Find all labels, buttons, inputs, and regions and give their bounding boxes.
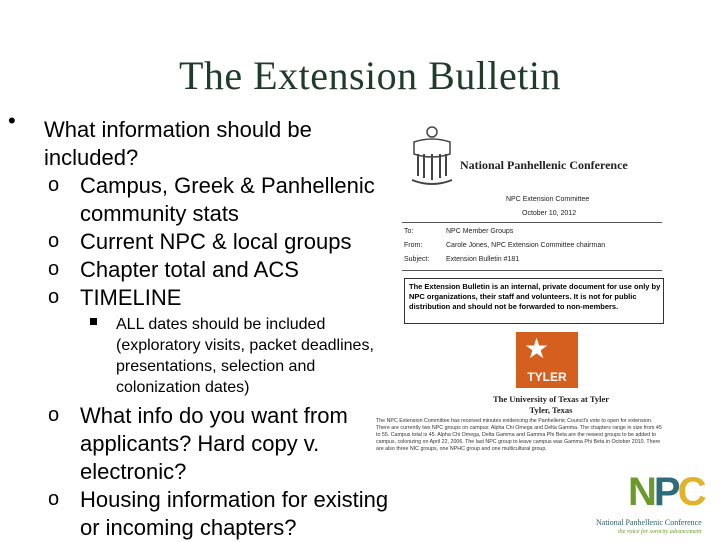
bulletin-committee: NPC Extension Committee	[506, 196, 590, 203]
question-line1: What information should be	[44, 117, 312, 142]
from-value: Carole Jones, NPC Extension Committee chairman	[446, 242, 606, 249]
sub-item-line2: (exploratory visits, packet deadlines,	[116, 337, 374, 354]
item-timeline: TIMELINE	[80, 285, 182, 310]
to-value: NPC Member Groups	[446, 228, 514, 235]
subject-value: Extension Bulletin #181	[446, 256, 520, 263]
circle-bullet: o	[48, 286, 60, 308]
divider	[402, 222, 662, 223]
bulletin-paragraph: The NPC Extension Committee has received minutes evidencing the Panhellenic Council's vote to open for extension. There are currently two NPC groups on campus: Alpha Chi Omega and Delta Gamma. The chapters range in size from 45 to 55. Campus total is 45. Alpha Chi Omega, Delta Gamma and Gamma Phi Beta are the newest groups to be added to campus, colonizing on April 22, 2006. The last NPC group to leave campus was Gamma Phi Beta in October 2010. There are also three NIC groups, one NPHC group and one multicultural group.	[376, 418, 662, 452]
item-housing-line2: or incoming chapters?	[80, 515, 297, 540]
university-name: The University of Texas at Tyler	[492, 394, 610, 404]
npc-letters	[628, 470, 703, 515]
item-applicants-line1: What info do you want from	[80, 403, 348, 428]
npc-letter-n: N	[628, 470, 654, 514]
item-campus-line1: Campus, Greek & Panhellenic	[80, 173, 375, 198]
bulletin-date: October 10, 2012	[522, 210, 577, 217]
item-applicants-line2: applicants? Hard copy v.	[80, 431, 320, 456]
bulletin-document-image	[376, 118, 666, 463]
logo-text: TYLER	[527, 370, 567, 384]
circle-bullet: o	[48, 404, 60, 426]
divider	[402, 270, 662, 271]
item-housing-line1: Housing information for existing	[80, 487, 389, 512]
npc-letter-p: P	[653, 470, 678, 514]
circle-bullet: o	[48, 230, 60, 252]
item-chapter-total: Chapter total and ACS	[80, 257, 299, 282]
npc-letter-c: C	[677, 470, 704, 514]
sub-item-line3: presentations, selection and	[116, 358, 316, 375]
square-bullet	[90, 318, 97, 325]
item-npc-groups: Current NPC & local groups	[80, 229, 352, 254]
circle-bullet: o	[48, 258, 60, 280]
bullet-dot: •	[8, 108, 16, 133]
notice-text: The Extension Bulletin is an internal, private document for use only by NPC organizations, their staff and volunteers. It is not for public distribution and should not be forwarded to non-members.	[409, 282, 661, 311]
item-applicants-line3: electronic?	[80, 459, 187, 484]
university-heading	[471, 394, 631, 416]
circle-bullet: o	[48, 174, 60, 196]
npc-logo-tagline: the voice for sorority advancement	[618, 529, 702, 535]
to-label: To:	[404, 228, 414, 235]
confidential-notice	[404, 278, 664, 324]
npc-crest-icon	[406, 124, 458, 186]
npc-logo-name: National Panhellenic Conference	[596, 518, 702, 527]
sub-item-line4: colonization dates)	[116, 379, 250, 396]
circle-bullet: o	[48, 488, 60, 510]
item-campus-line2: community stats	[80, 201, 239, 226]
star-icon: ★	[524, 333, 550, 364]
from-label: From:	[404, 242, 423, 249]
university-location: Tyler, Texas	[529, 405, 573, 415]
npc-footer-logo	[590, 468, 720, 540]
ut-tyler-logo	[516, 332, 578, 388]
slide-title: The Extension Bulletin	[178, 53, 562, 98]
subject-label: Subject:	[404, 256, 430, 263]
sub-item-line1: ALL dates should be included	[116, 316, 326, 333]
bulletin-org-name: National Panhellenic Conference	[460, 158, 628, 172]
question-line2: included?	[44, 145, 139, 170]
